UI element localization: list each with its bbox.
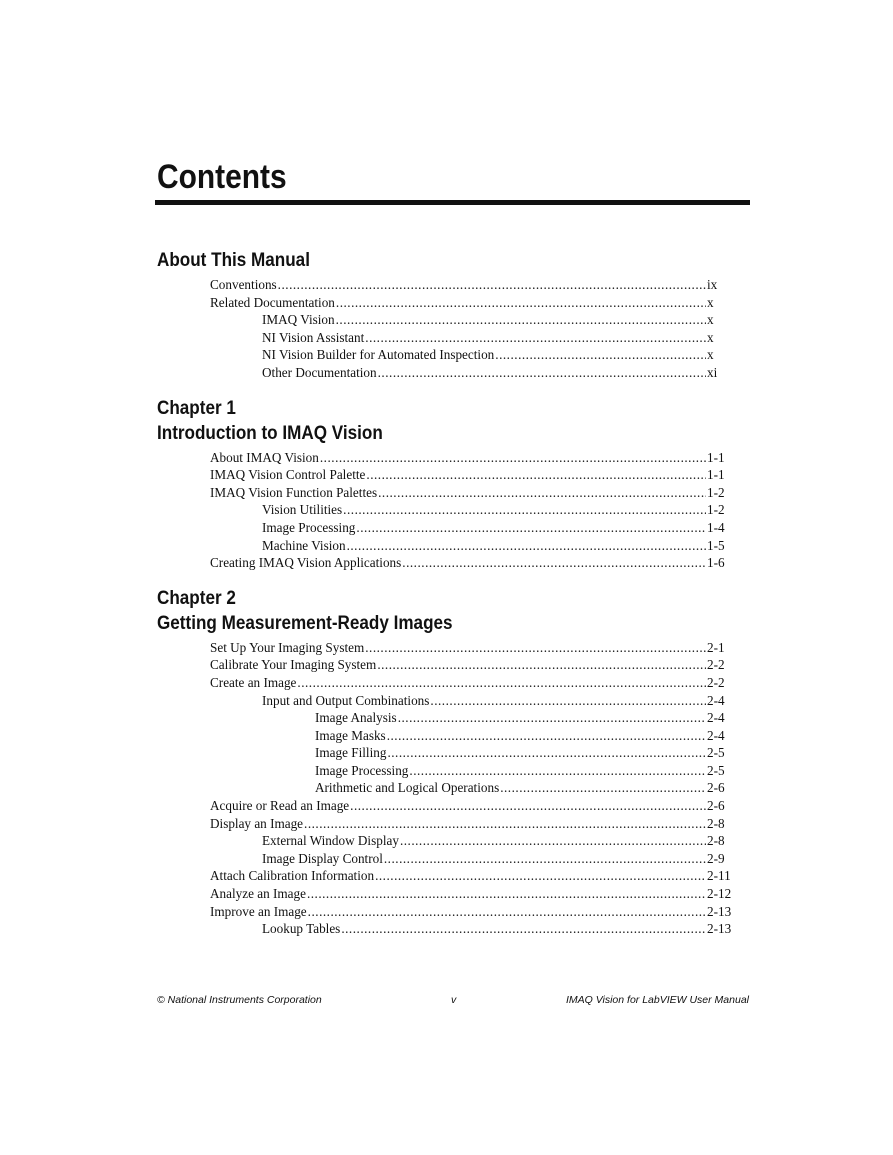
footer-copyright: © National Instruments Corporation bbox=[157, 994, 322, 1006]
toc-section bbox=[157, 396, 737, 572]
toc-entry-title: Image Masks bbox=[315, 727, 386, 743]
toc-entry[interactable] bbox=[157, 294, 737, 312]
dot-leader bbox=[341, 920, 706, 938]
dot-leader bbox=[365, 329, 706, 347]
toc-entry-page: 2-11 bbox=[707, 868, 731, 884]
dot-leader bbox=[356, 519, 706, 537]
dot-leader bbox=[297, 674, 706, 692]
toc-entry-page: 2-4 bbox=[707, 710, 725, 726]
toc-entry[interactable] bbox=[157, 449, 737, 467]
toc-entry-title: Attach Calibration Information bbox=[210, 868, 375, 884]
toc-entry-page: 2-12 bbox=[707, 886, 732, 902]
toc-entry[interactable] bbox=[157, 779, 737, 797]
dot-leader bbox=[430, 692, 706, 710]
toc-entry-page: 2-1 bbox=[707, 639, 725, 655]
toc-entry[interactable] bbox=[157, 674, 737, 692]
toc-entry-title: NI Vision Builder for Automated Inspection bbox=[262, 347, 495, 363]
footer-page-number: v bbox=[451, 994, 457, 1006]
dot-leader bbox=[304, 815, 706, 833]
dot-leader bbox=[278, 276, 706, 294]
toc-entry-title: External Window Display bbox=[262, 833, 399, 849]
toc-entry[interactable] bbox=[157, 364, 737, 382]
toc-entry-title: Image Filling bbox=[315, 745, 387, 761]
toc-entry-title: IMAQ Vision bbox=[262, 312, 335, 328]
toc-entry[interactable] bbox=[157, 885, 737, 903]
toc-entry[interactable] bbox=[157, 744, 737, 762]
toc-entry-title: IMAQ Vision Control Palette bbox=[210, 467, 366, 483]
dot-leader bbox=[336, 311, 706, 329]
toc-entry-page: 2-8 bbox=[707, 833, 725, 849]
toc-entry-page: 1-2 bbox=[707, 502, 725, 518]
toc-entry-page: 2-8 bbox=[707, 815, 725, 831]
toc-entry-page: 2-5 bbox=[707, 762, 725, 778]
dot-leader bbox=[398, 709, 706, 727]
toc-entry-page: ix bbox=[707, 277, 718, 292]
toc-entry[interactable] bbox=[157, 762, 737, 780]
chapter-number-heading: Chapter 1 bbox=[157, 397, 236, 419]
toc-entry-page: 2-4 bbox=[707, 692, 725, 708]
toc-entry[interactable] bbox=[157, 815, 737, 833]
toc-entry-page: 2-5 bbox=[707, 745, 725, 761]
toc-entry-title: Improve an Image bbox=[210, 903, 307, 919]
dot-leader bbox=[402, 554, 706, 572]
toc-entry[interactable] bbox=[157, 797, 737, 815]
toc-entry-page: 2-13 bbox=[707, 921, 732, 937]
toc-entry-title: Analyze an Image bbox=[210, 886, 306, 902]
toc-entry-page: 1-5 bbox=[707, 537, 725, 553]
toc-entry[interactable] bbox=[157, 466, 737, 484]
toc-entry[interactable] bbox=[157, 484, 737, 502]
dot-leader bbox=[377, 656, 706, 674]
toc-entry-title: IMAQ Vision Function Palettes bbox=[210, 484, 378, 500]
toc-entry[interactable] bbox=[157, 537, 737, 555]
toc-entry-title: Input and Output Combinations bbox=[262, 692, 430, 708]
toc-entry[interactable] bbox=[157, 903, 737, 921]
dot-leader bbox=[350, 797, 706, 815]
toc-entry[interactable] bbox=[157, 920, 737, 938]
toc-entry-title: Image Analysis bbox=[315, 710, 397, 726]
toc-entry-page: xi bbox=[707, 364, 718, 380]
dot-leader bbox=[387, 744, 706, 762]
toc-entry-title: Vision Utilities bbox=[262, 502, 343, 518]
toc-entry-title: Related Documentation bbox=[210, 294, 335, 310]
toc-entry-page: x bbox=[707, 347, 714, 363]
toc-entry-title: Image Processing bbox=[262, 519, 356, 535]
toc-entry[interactable] bbox=[157, 311, 737, 329]
toc-entry-title: Image Display Control bbox=[262, 850, 383, 866]
toc-entry-page: 2-13 bbox=[707, 903, 732, 919]
dot-leader bbox=[308, 903, 706, 921]
section-heading: Introduction to IMAQ Vision bbox=[157, 422, 383, 444]
dot-leader bbox=[366, 466, 706, 484]
toc-entry-title: Display an Image bbox=[210, 815, 304, 831]
toc-entry-page: x bbox=[707, 329, 714, 345]
toc-entry[interactable] bbox=[157, 850, 737, 868]
dot-leader bbox=[378, 484, 706, 502]
toc-entry[interactable] bbox=[157, 501, 737, 519]
dot-leader bbox=[343, 501, 706, 519]
toc-entry-page: 1-2 bbox=[707, 484, 725, 500]
toc-entry[interactable] bbox=[157, 329, 737, 347]
toc-entry-title: Lookup Tables bbox=[262, 921, 341, 937]
chapter-number-heading: Chapter 2 bbox=[157, 587, 236, 609]
toc-section bbox=[157, 248, 737, 382]
section-heading: About This Manual bbox=[157, 250, 310, 271]
dot-leader bbox=[375, 867, 706, 885]
toc-entry-title: Other Documentation bbox=[262, 364, 377, 380]
toc-entry[interactable] bbox=[157, 346, 737, 364]
toc-entry-page: 2-6 bbox=[707, 798, 725, 814]
toc-entry[interactable] bbox=[157, 276, 737, 294]
dot-leader bbox=[378, 364, 706, 382]
toc-entry-page: 2-4 bbox=[707, 727, 725, 743]
toc-entry-title: Machine Vision bbox=[262, 537, 346, 553]
dot-leader bbox=[500, 779, 706, 797]
footer-manual-title: IMAQ Vision for LabVIEW User Manual bbox=[565, 994, 749, 1006]
toc-entry-page: 1-6 bbox=[707, 555, 725, 571]
toc-entry-title: Creating IMAQ Vision Applications bbox=[210, 555, 402, 571]
toc-entry-title: Conventions bbox=[210, 277, 277, 292]
dot-leader bbox=[307, 885, 706, 903]
dot-leader bbox=[384, 850, 706, 868]
toc-section bbox=[157, 586, 737, 938]
toc-entry-page: 2-2 bbox=[707, 674, 725, 690]
toc-entry-title: Image Processing bbox=[315, 762, 409, 778]
toc-entry-page: x bbox=[707, 294, 714, 310]
dot-leader bbox=[409, 762, 706, 780]
toc-entry[interactable] bbox=[157, 656, 737, 674]
dot-leader bbox=[320, 449, 706, 467]
dot-leader bbox=[347, 537, 706, 555]
section-heading: Getting Measurement-Ready Images bbox=[157, 612, 453, 634]
toc-entry-title: Create an Image bbox=[210, 674, 297, 690]
page-footer bbox=[157, 994, 749, 1010]
toc-entry-page: x bbox=[707, 312, 714, 328]
toc-entry[interactable] bbox=[157, 727, 737, 745]
dot-leader bbox=[495, 346, 706, 364]
toc-entry-page: 2-6 bbox=[707, 780, 725, 796]
page-title: Contents bbox=[157, 158, 287, 196]
dot-leader bbox=[336, 294, 706, 312]
toc-entry-page: 2-2 bbox=[707, 657, 725, 673]
toc-entry[interactable] bbox=[157, 867, 737, 885]
dot-leader bbox=[387, 727, 706, 745]
toc-entry-title: Set Up Your Imaging System bbox=[210, 639, 365, 655]
toc-entry-page: 2-9 bbox=[707, 850, 725, 866]
dot-leader bbox=[400, 832, 706, 850]
toc-entry-title: Acquire or Read an Image bbox=[210, 798, 350, 814]
toc-entry[interactable] bbox=[157, 639, 737, 657]
toc-entry-title: NI Vision Assistant bbox=[262, 329, 365, 345]
toc-entry-page: 1-1 bbox=[707, 449, 725, 465]
title-rule bbox=[155, 200, 750, 205]
toc-entry-title: About IMAQ Vision bbox=[210, 449, 319, 465]
table-of-contents bbox=[157, 248, 737, 952]
toc-entry-title: Arithmetic and Logical Operations bbox=[315, 780, 500, 796]
toc-entry-page: 1-1 bbox=[707, 467, 725, 483]
toc-entry-page: 1-4 bbox=[707, 519, 725, 535]
toc-entry[interactable] bbox=[157, 554, 737, 572]
toc-entry-title: Calibrate Your Imaging System bbox=[210, 657, 377, 673]
toc-entry[interactable] bbox=[157, 832, 737, 850]
dot-leader bbox=[365, 639, 706, 657]
toc-entry[interactable] bbox=[157, 519, 737, 537]
toc-entry[interactable] bbox=[157, 692, 737, 710]
toc-entry[interactable] bbox=[157, 709, 737, 727]
